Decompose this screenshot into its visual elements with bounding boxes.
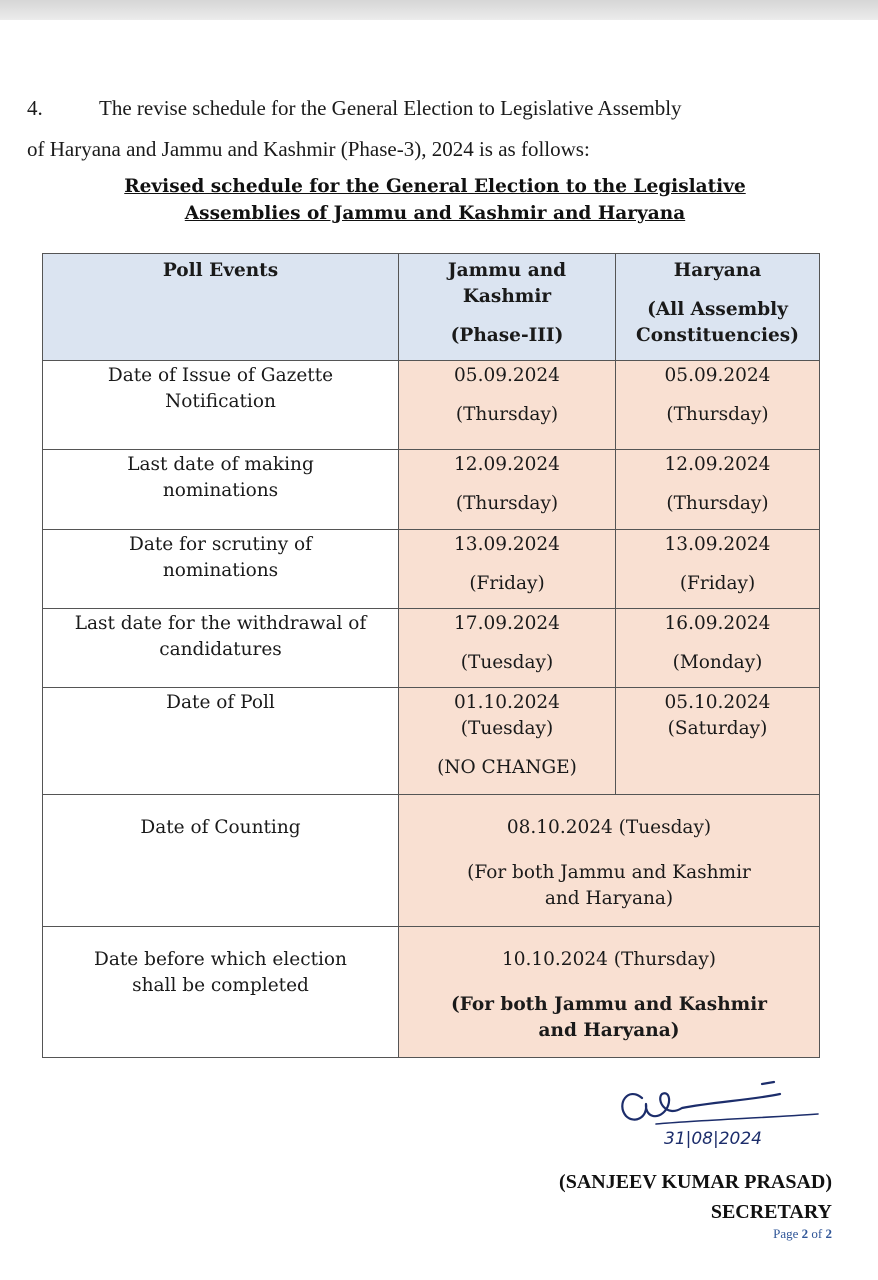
hr-date-cell: 13.09.2024 (Friday) [616, 530, 820, 609]
signer-name: (SANJEEV KUMAR PRASAD) [559, 1171, 832, 1193]
jk-date-cell: 17.09.2024 (Tuesday) [399, 609, 616, 688]
hr-date-cell: 16.09.2024 (Monday) [616, 609, 820, 688]
poll-event-cell: Date of Poll [43, 688, 399, 795]
event-cell: Last date of making nominations [43, 450, 399, 530]
page-number: Page 2 of 2 [773, 1226, 832, 1241]
header-poll-events: Poll Events [43, 254, 399, 361]
signer-block [559, 1167, 832, 1227]
poll-row [43, 688, 820, 795]
event-cell: Date of Issue of Gazette Notification [43, 361, 399, 450]
completion-value-cell: 10.10.2024 (Thursday) (For both Jammu and Kashmir and Haryana) [399, 927, 820, 1058]
schedule-heading [40, 173, 830, 227]
header-jammu-kashmir: Jammu and Kashmir (Phase-III) [399, 254, 616, 361]
paragraph-number: 4. [27, 96, 43, 120]
table-row [43, 530, 820, 609]
counting-value-cell: 08.10.2024 (Tuesday) (For both Jammu and Kashmir and Haryana) [399, 795, 820, 927]
table-row [43, 609, 820, 688]
paragraph-line-2: of Haryana and Jammu and Kashmir (Phase-3), 2024 is as follows: [27, 137, 590, 161]
heading-line-2: Assemblies of Jammu and Kashmir and Haryana [184, 203, 686, 224]
top-bar [0, 0, 878, 20]
completion-event-cell: Date before which election shall be completed [43, 927, 399, 1058]
heading-line-1: Revised schedule for the General Election to the Legislative [124, 176, 746, 197]
signer-title: SECRETARY [710, 1201, 832, 1223]
event-cell: Last date for the withdrawal of candidatures [43, 609, 399, 688]
poll-jk-cell: 01.10.2024 (Tuesday) (NO CHANGE) [399, 688, 616, 795]
counting-row [43, 795, 820, 927]
paragraph-text-1: The revise schedule for the General Election to Legislative Assembly [99, 96, 682, 120]
hr-date-cell: 12.09.2024 (Thursday) [616, 450, 820, 530]
table-header-row [43, 254, 820, 361]
signature-date: 31|08|2024 [664, 1129, 762, 1149]
header-haryana: Haryana (All Assembly Constituencies) [616, 254, 820, 361]
completion-row [43, 927, 820, 1058]
table-row [43, 450, 820, 530]
event-cell: Date for scrutiny of nominations [43, 530, 399, 609]
paragraph-line-1 [27, 88, 847, 129]
hr-date-cell: 05.09.2024 (Thursday) [616, 361, 820, 450]
table-row [43, 361, 820, 450]
jk-date-cell: 12.09.2024 (Thursday) [399, 450, 616, 530]
schedule-table [42, 253, 820, 1058]
signature-scribble [612, 1078, 822, 1150]
poll-hr-cell: 05.10.2024 (Saturday) [616, 688, 820, 795]
signature [612, 1078, 822, 1150]
jk-date-cell: 13.09.2024 (Friday) [399, 530, 616, 609]
jk-date-cell: 05.09.2024 (Thursday) [399, 361, 616, 450]
counting-event-cell: Date of Counting [43, 795, 399, 927]
paragraph-4 [27, 88, 847, 170]
